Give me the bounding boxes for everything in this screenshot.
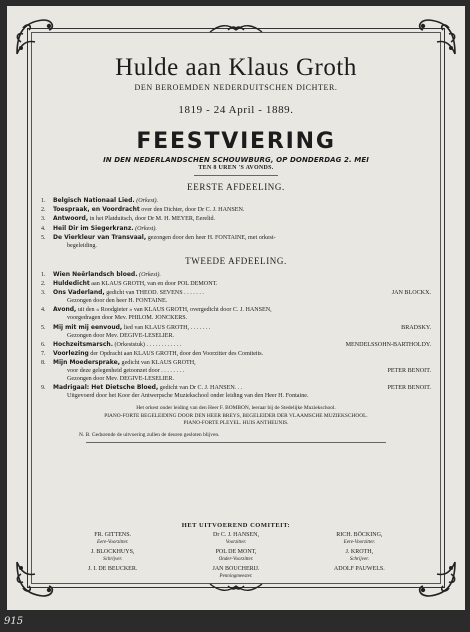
poster-title: Hulde aan Klaus Groth [115,54,357,81]
part-one-list [41,197,431,250]
time-line: TEN 8 UREN 'S AVONDS. [198,165,274,171]
list-item: 1. Wien Neêrlandsch bloed. (Orkest). [41,270,161,278]
event-heading: FEESTVIERING [136,129,336,154]
committee-member: ADOLF PAUWELS. [333,566,385,572]
committee-member: JAN BOUCHERIJ. Penningmeester. [212,566,260,579]
part-two-list [41,271,431,401]
performance-notes [41,405,431,428]
list-item: 2. Huldedicht aan KLAUS GROTH, van en door POL DEMONT. [41,279,218,287]
divider [194,175,278,176]
note-line: PIANO-FORTE BEGELEIDING DOOR DEN HEER BREYS, BEGELEIDER DER VLAAMSCHE MUZIEKSCHOOL. [104,412,368,419]
nb-notice: N. B. Gedurende de uitvoering zullen de deuren gesloten blijven. [79,431,220,438]
committee-members [51,532,421,583]
list-item: 6. Hochzeitsmarsch. (Orkeststuk) . . . . . . . . . . . . MENDELSSOHN-BARTHOLDY. [41,340,431,348]
part-one-heading: EERSTE AFDEELING. [187,182,285,192]
committee-member: J. KROTH, Schrijver. [345,549,374,562]
part-two-heading: TWEEDE AFDEELING. [185,255,287,266]
list-item: 7. Voorlezing der Opdracht aan KLAUS GROTH, door den Voorzitter des Comiteits. [41,349,264,357]
program-content [41,54,431,443]
list-item: 4. Heil Dir im Siegerkranz. (Orkest). [41,224,157,232]
committee-heading: HET UITVOEREND COMITEIT: [181,522,291,529]
poster-subtitle: DEN BEROEMDEN NEDERDUITSCHEN DICHTER. [134,83,338,92]
handwritten-number: 915 [4,616,24,627]
list-item: 5. Mij mit mij eenvoud, lied van KLAUS GROTH, . . . . . . . BRADSKY. Gezongen door Mev. DEGIVE-LESELIER. [41,323,431,339]
top-scroll-ornament-icon [208,22,264,36]
date-line: 1819 - 24 April - 1889. [178,104,294,116]
list-item: 9. Madrigaal: Het Dietsche Bloed, gedicht van Dr C. J. HANSEN. . . PETER BENOIT. Uitgevoerd door het Koor der Antwerpsche Muziekschool onder leiding van den Heer H. Fontaine. [41,384,431,400]
poster-page [7,6,465,610]
list-item: 5. De Vierkleur van Transvaal, gezongen door den heer H. FONTAINE, met orkest- begeleiding. [41,233,276,249]
list-item: 1. Belgisch Nationaal Lied. (Orkest). [41,197,159,204]
note-line: PIANO-FORTE PLEYEL. HUIS ANTHEUNIS. [183,420,289,427]
list-item: 4. Avond, uit den « Roodgieter » van KLAUS GROTH, overgedicht door C. J. HANSEN, voorgedragen door Mev. PHILOM. JONCKERS. [41,306,272,322]
list-item: 3. Antwoord, in het Platduitsch, door Dr M. H. MEYER, Eerelid. [41,215,216,223]
list-item: 2. Toespraak, en Voordracht over den Dichter, door Dr C. J. HANSEN. [41,206,245,214]
committee-member: Dr C. J. HANSEN, Voorzitter. [212,532,259,545]
committee-member: POL DE MONT, Onder-Voorzitter. [215,549,257,562]
divider [86,442,386,443]
list-item: 3. Ons Vaderland, gedicht van THEOD. SEVENS . . . . . . . JAN BLOCKX. Gezongen door den heer H. FONTAINE. [41,289,431,305]
list-item: 8. Mijn Moedersprake, gedicht van KLAUS GROTH, voor deze gelegenheid getoonzet door . . . . . . . . PETER BENOIT. Gezongen door Mev. DEGIVE-LESELIER. [41,359,431,383]
committee-member: J. BLOCKHUYS, Schrijver. [90,549,135,562]
note-line: Het orkest onder leiding van den Heer F. BOMBON, leeraar bij de Stedelijke Muziekschool. [136,405,336,412]
committee-block [51,522,421,583]
committee-member: FR. GITTENS. Eere-Voorzitter. [94,532,132,545]
venue-line: IN DEN NEDERLANDSCHEN SCHOUWBURG, OP DONDERDAG 2. MEI [103,156,369,164]
committee-member: RICH. BÖCKING, Eere-Voorzitter. [336,532,383,545]
committee-member: J. I. DE BEUCKER. [87,566,138,572]
